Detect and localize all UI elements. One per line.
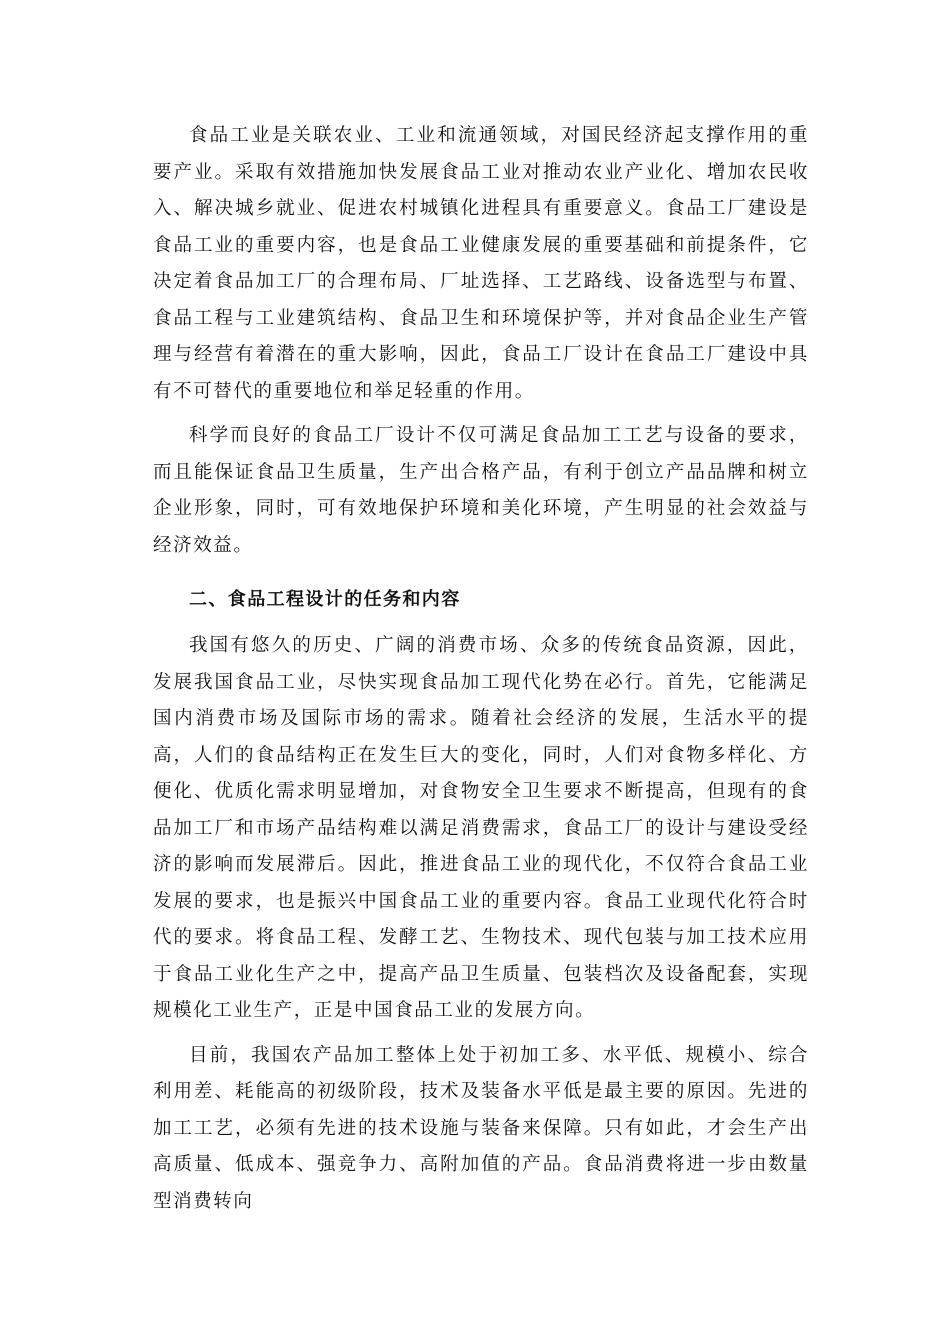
paragraph-modernization: 我国有悠久的历史、广阔的消费市场、众多的传统食品资源，因此，发展我国食品工业，尽快实现食品加工现代化势在必行。首先，它能满足国内消费市场及国际市场的需求。随着社会经济的发展，生活水平的提高，人们的食品结构正在发生巨大的变化，同时，人们对食物多样化、方便化、优质化需求明显增加，对食物安全卫生要求不断提高，但现有的食品加工厂和市场产品结构难以满足消费需求，食品工厂的设计与建设受经济的影响而发展滞后。因此，推进食品工业的现代化，不仅符合食品工业发展的要求，也是振兴中国食品工业的重要内容。食品工业现代化符合时代的要求。将食品工程、发酵工艺、生物技术、现代包装与加工技术应用于食品工业化生产之中，提高产品卫生质量、包装档次及设备配套，实现规模化工业生产，正是中国食品工业的发展方向。 (153, 635, 809, 1021)
paragraph-food-industry-importance: 食品工业是关联农业、工业和流通领域，对国民经济起支撑作用的重要产业。采取有效措施加快发展食品工业对推动农业产业化、增加农民收入、解决城乡就业、促进农村城镇化进程具有重要意义。食品工厂建设是食品工业的重要内容，也是食品工业健康发展的重要基础和前提条件，它决定着食品加工厂的合理布局、厂址选择、工艺路线、设备选型与布置、食品工程与工业建筑结构、食品卫生和环境保护等，并对食品企业生产管理与经营有着潜在的重大影响，因此，食品工厂设计在食品工厂建设中具有不可替代的重要地位和举足轻重的作用。 (153, 125, 809, 402)
paragraph-factory-design-benefits: 科学而良好的食品工厂设计不仅可满足食品加工工艺与设备的要求，而且能保证食品卫生质量，生产出合格产品，有利于创立产品品牌和树立企业形象，同时，可有效地保护环境和美化环境，产生明显的社会效益与经济效益。 (153, 425, 809, 556)
document-body (153, 118, 809, 1220)
paragraph-current-status: 目前，我国农产品加工整体上处于初加工多、水平低、规模小、综合利用差、耗能高的初级阶段，技术及装备水平低是最主要的原因。先进的加工工艺，必须有先进的技术设施与装备来保障。只有如此，才会生产出高质量、低成本、强竞争力、高附加值的产品。食品消费将进一步由数量型消费转向 (153, 1044, 809, 1212)
section-heading: 二、食品工程设计的任务和内容 (189, 589, 461, 610)
